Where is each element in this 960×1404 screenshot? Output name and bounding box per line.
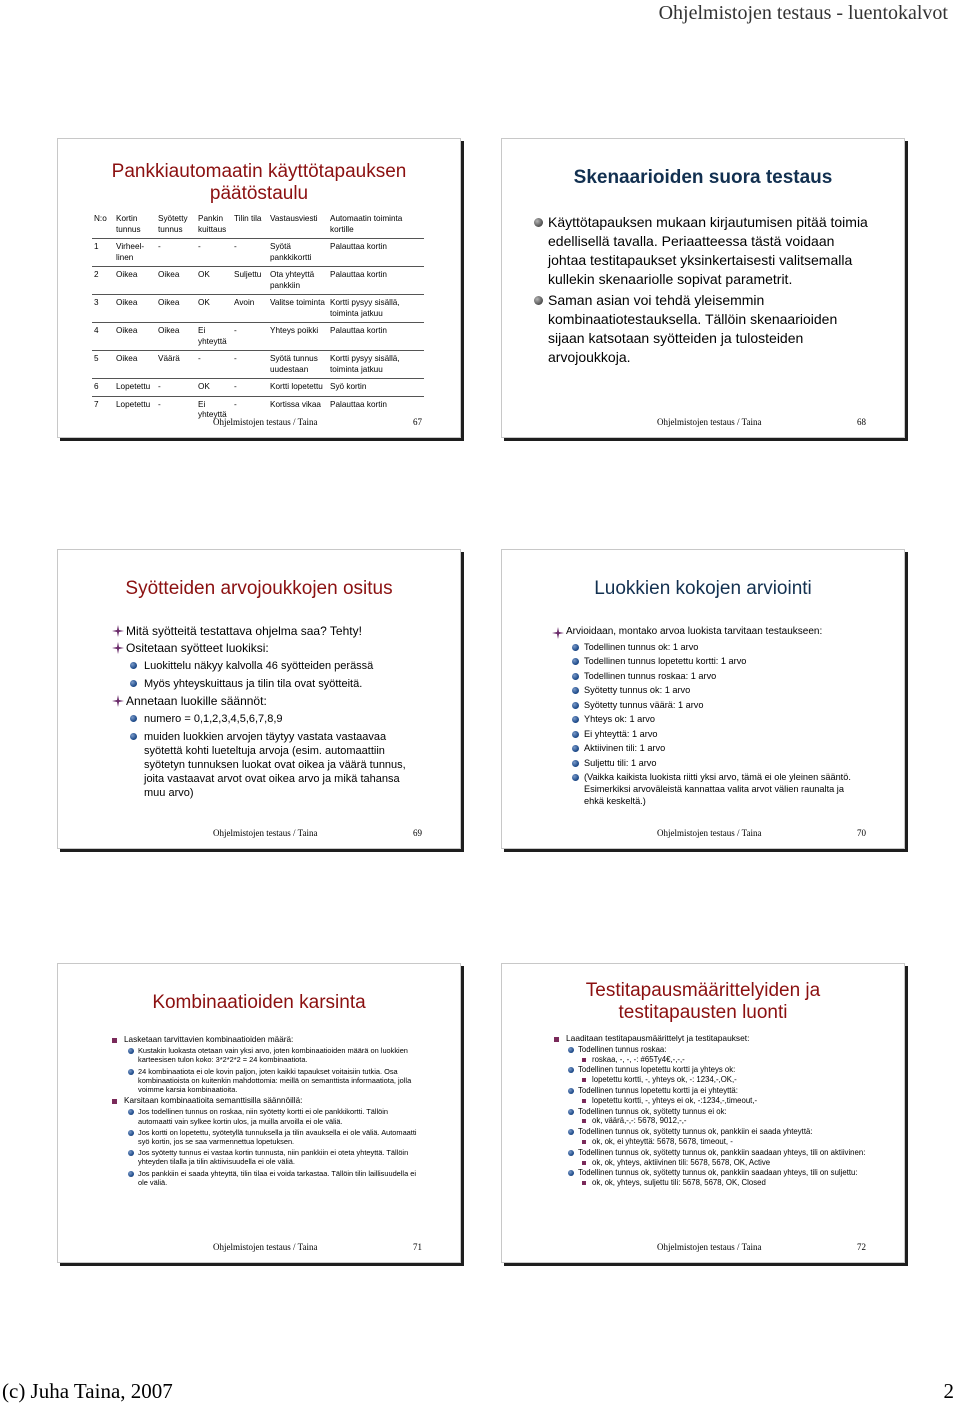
table-header-cell: Automaatin toiminta kortille xyxy=(330,214,403,234)
list-item-text: ok, ok, yhteys, suljettu tili: 5678, 5678, OK, Closed xyxy=(592,1178,766,1188)
bullet-item xyxy=(552,626,862,638)
list-item-text: Todellinen tunnus ok, syötetty tunnus ok, pankkiin saadaan yhteys, tili on aktiivinen: xyxy=(578,1147,866,1157)
table-cell: 6 xyxy=(92,379,114,397)
bullet-icon xyxy=(568,1047,574,1053)
bullet-icon xyxy=(128,1048,134,1054)
table-header-cell: Syötetty tunnus xyxy=(158,214,188,234)
bullet-icon xyxy=(572,760,579,767)
bullet-item xyxy=(534,291,874,367)
bullet-icon xyxy=(128,1171,134,1177)
bullet-text: numero = 0,1,2,3,4,5,6,7,8,9 xyxy=(144,713,283,725)
bullet-icon xyxy=(572,774,579,781)
table-header-cell: Vastausviesti xyxy=(270,214,318,223)
bullet-text: Jos kortti on lopetettu, syötetyllä tunnuksella ja tilin avauksella ei ole väliä. Automaatti syö kortin, jos se saa varmennettua lopetuksen. xyxy=(138,1127,417,1147)
bullet-text: Käyttötapauksen mukaan kirjautumisen pitää toimia edellisellä tavalla. Periaatteessa tästä voidaan johtaa testitapaukset yksinkertaisesti valitsemalla kullekin skenaariolle sopivat parametrit. xyxy=(548,214,868,287)
list-item-text: Todellinen tunnus ok, syötetty tunnus ei ok: xyxy=(578,1106,727,1116)
bullet-text: Kustakin luokasta otetaan vain yksi arvo, joten kombinaatioiden määrä on luokkien karteesisen tulon koko: 3*2*2*2 = 24 kombinaatiota. xyxy=(138,1046,408,1065)
list-item xyxy=(572,757,862,769)
bullet-text: Jos syötetty tunnus ei vastaa kortin tunnusta, niin pankkiin ei oteta yhteyttä. Tällöin yhteyden tilalla ja tilin aktiivisuudella ei ole väliä. xyxy=(138,1148,409,1167)
table-header-row xyxy=(92,211,424,239)
bullet-item xyxy=(112,1035,422,1044)
slide-body xyxy=(554,1034,874,1188)
table-row xyxy=(92,351,424,379)
table-cell: Kortissa vikaa xyxy=(268,396,328,424)
sub-list-item xyxy=(582,1096,874,1106)
table-header-cell: Kortin tunnus xyxy=(116,214,141,234)
bullet-text: Myös yhteyskuittaus ja tilin tila ovat syötteitä. xyxy=(144,678,363,690)
slide-body xyxy=(112,1035,422,1187)
bullet-icon xyxy=(128,1069,134,1075)
sparkle-bullet-icon xyxy=(112,695,124,707)
sub-bullet-item xyxy=(130,659,412,673)
bullet-icon xyxy=(128,1150,134,1156)
bullet-item xyxy=(534,213,874,289)
list-item-text: Syötetty tunnus ok: 1 arvo xyxy=(584,685,691,695)
table-cell: - xyxy=(196,351,232,379)
bullet-text: Saman asian voi tehdä yleisemmin kombinaatiotestauksella. Tällöin skenaarioiden sijaan katsotaan syötteiden ja tulosteiden arvojoukkoja. xyxy=(548,292,838,365)
list-item-text: lopetettu kortti, -, yhteys ok, -: 1234,-,OK,- xyxy=(592,1075,737,1085)
slide-70 xyxy=(501,549,905,849)
list-item xyxy=(572,713,862,725)
square-bullet-icon xyxy=(112,1099,117,1104)
square-bullet-icon xyxy=(582,1161,586,1165)
list-item xyxy=(572,655,862,667)
sub-bullet-item xyxy=(128,1148,422,1166)
page-footer-copyright: (c) Juha Taina, 2007 xyxy=(2,1379,173,1403)
list-item xyxy=(572,742,862,754)
table-cell: Avoin xyxy=(232,295,268,323)
slide-number: 71 xyxy=(413,1242,422,1252)
slide-title: Luokkien kokojen arviointi xyxy=(594,578,812,599)
table-cell: - xyxy=(232,323,268,351)
list-item-text: Todellinen tunnus lopetettu kortti ja ei yhteyttä: xyxy=(578,1085,738,1095)
table-cell: Väärä xyxy=(156,351,196,379)
slide-footer xyxy=(58,1242,460,1254)
sub-list-item xyxy=(582,1116,874,1126)
table-cell: 5 xyxy=(92,351,114,379)
slide-number: 72 xyxy=(857,1242,866,1252)
slide-body xyxy=(552,626,862,807)
list-item-text: Todellinen tunnus lopetettu kortti ja yhteys ok: xyxy=(578,1065,736,1075)
sparkle-bullet-icon xyxy=(112,625,124,637)
bullet-icon xyxy=(130,733,137,740)
slide-72 xyxy=(501,963,905,1263)
square-bullet-icon xyxy=(582,1058,586,1062)
slide-source: Ohjelmistojen testaus / Taina xyxy=(213,828,318,838)
sparkle-bullet-icon xyxy=(112,642,124,654)
table-row xyxy=(92,379,424,397)
bullet-item xyxy=(112,624,412,638)
square-bullet-icon xyxy=(582,1140,586,1144)
slide-title: Syötteiden arvojoukkojen ositus xyxy=(125,578,393,599)
slide-title: Testitapausmäärittelyiden ja testitapausten luonti xyxy=(585,980,821,1023)
list-item-text: Todellinen tunnus ok: 1 arvo xyxy=(584,641,699,652)
slide-source: Ohjelmistojen testaus / Taina xyxy=(657,828,762,838)
list-item xyxy=(572,728,862,740)
table-cell: Palauttaa kortin xyxy=(328,396,424,424)
square-bullet-icon xyxy=(582,1099,586,1103)
list-item-text: Ei yhteyttä: 1 arvo xyxy=(584,728,658,739)
bullet-text: Arvioidaan, montako arvoa luokista tarvitaan testaukseen: xyxy=(566,626,823,637)
bullet-icon xyxy=(572,731,579,738)
bullet-icon xyxy=(572,644,579,651)
slide-68 xyxy=(501,138,905,438)
table-cell: Oikea xyxy=(156,267,196,295)
table-cell: Kortti pysyy sisällä, toiminta jatkuu xyxy=(328,351,424,379)
list-item xyxy=(568,1107,874,1117)
table-cell: Kortti lopetettu xyxy=(268,379,328,397)
table-cell: - xyxy=(232,396,268,424)
table-header-cell: N:o xyxy=(94,214,107,223)
table-cell: Valitse toiminta xyxy=(268,295,328,323)
bullet-icon xyxy=(568,1109,574,1115)
list-item-text: ok, väärä,-,-: 5678, 9012,-,- xyxy=(592,1116,687,1126)
list-item xyxy=(568,1065,874,1075)
bullet-item xyxy=(554,1034,874,1044)
table-cell: Virheel-linen xyxy=(114,239,156,267)
table-cell: 3 xyxy=(92,295,114,323)
table-cell: Syötä pankkikortti xyxy=(268,239,328,267)
bullet-text: Lasketaan tarvittavien kombinaatioiden määrä: xyxy=(124,1035,294,1044)
bullet-text: Jos pankkiin ei saada yhteyttä, tilin tilaa ei voida tarkastaa. Tällöin tilin laillisuudella ei ole väliä. xyxy=(138,1168,416,1187)
bullet-text: Ositetaan syötteet luokiksi: xyxy=(126,641,269,655)
table-cell: 1 xyxy=(92,239,114,267)
list-item-text: Todellinen tunnus roskaa: 1 arvo xyxy=(584,670,717,681)
list-item-text: Todellinen tunnus roskaa: xyxy=(578,1044,667,1054)
slide-number: 67 xyxy=(413,417,422,427)
class-size-list xyxy=(572,641,862,808)
bullet-text: Jos todellinen tunnus on roskaa, niin syötetty kortti ei ole pankkikortti. Tällöin automaatti vain sylkee kortin ulos, ja muilla arvoilla ei ole väliä. xyxy=(138,1107,389,1126)
bullet-icon xyxy=(534,218,543,227)
bullet-icon xyxy=(568,1170,574,1176)
table-cell: Lopetettu xyxy=(114,396,156,424)
slide-footer xyxy=(58,417,460,429)
bullet-text: Luokittelu näkyy kalvolla 46 syötteiden perässä xyxy=(144,660,374,672)
table-cell: Syötä tunnus uudestaan xyxy=(268,351,328,379)
list-item-text: Todellinen tunnus lopetettu kortti: 1 arvo xyxy=(584,656,747,666)
list-item xyxy=(572,641,862,653)
bullet-text: Laaditaan testitapausmäärittelyt ja testitapaukset: xyxy=(566,1033,750,1043)
list-item-text: ok, ok, ei yhteyttä: 5678, 5678, timeout, - xyxy=(592,1136,733,1146)
table-header-cell: Tilin tila xyxy=(234,214,262,223)
table-row xyxy=(92,323,424,351)
table-cell: Palauttaa kortin xyxy=(328,239,424,267)
slide-footer xyxy=(502,1242,904,1254)
list-item-text: Yhteys ok: 1 arvo xyxy=(584,714,655,724)
bullet-icon xyxy=(572,702,579,709)
table-cell: Oikea xyxy=(114,267,156,295)
table-cell: 7 xyxy=(92,396,114,424)
bullet-icon xyxy=(568,1088,574,1094)
slide-body xyxy=(534,213,874,367)
page-header: Ohjelmistojen testaus - luentokalvot xyxy=(658,2,948,24)
bullet-icon xyxy=(130,715,137,722)
sub-bullet-item xyxy=(130,712,412,726)
table-cell: Ei yhteyttä xyxy=(196,396,232,424)
list-item xyxy=(572,699,862,711)
sub-list-item xyxy=(582,1055,874,1065)
slide-source: Ohjelmistojen testaus / Taina xyxy=(213,417,318,427)
bullet-text: Karsitaan kombinaatioita semanttisilla säännöillä: xyxy=(124,1096,303,1106)
bullet-item xyxy=(112,694,412,708)
slide-source: Ohjelmistojen testaus / Taina xyxy=(213,1242,318,1252)
square-bullet-icon xyxy=(112,1038,117,1043)
table-cell: Ei yhteyttä xyxy=(196,323,232,351)
slide-title: Skenaarioiden suora testaus xyxy=(573,167,833,188)
list-item xyxy=(568,1127,874,1137)
list-item xyxy=(568,1086,874,1096)
list-item-text: lopetettu kortti, -, yhteys ei ok, -:1234,-,timeout,- xyxy=(592,1095,758,1105)
square-bullet-icon xyxy=(582,1078,586,1082)
sub-bullet-item xyxy=(130,730,412,800)
table-cell: Palauttaa kortin xyxy=(328,267,424,295)
list-item xyxy=(568,1148,874,1158)
bullet-icon xyxy=(130,662,137,669)
list-item-text: ok, ok, yhteys, aktiivinen tili: 5678, 5678, OK, Active xyxy=(592,1157,771,1167)
page-number: 2 xyxy=(943,1379,954,1403)
bullet-icon xyxy=(128,1130,134,1136)
bullet-text: Annetaan luokille säännöt: xyxy=(126,694,267,708)
bullet-text: 24 kombinaatiota ei ole kovin paljon, joten kaikki tapaukset voitaisiin tutkia. Osa kombinaatioista on kuitenkin mahdottomia: meillä on semanttista informaatiota, jolla voimme karsia kombinaatioita. xyxy=(138,1066,412,1095)
table-cell: - xyxy=(232,379,268,397)
sparkle-bullet-icon xyxy=(552,627,564,639)
table-cell: - xyxy=(196,239,232,267)
bullet-text: muiden luokkien arvojen täytyy vastata vastaavaa syötettä kohti lueteltuja arvoja (esim. automaattiin syötetyn tunnuksen luokat ovat oikea ja väärä tunnus, joita vastaavat arvot ovat oikea arvo ja mikä tahansa muu arvo) xyxy=(144,731,406,799)
list-item xyxy=(568,1045,874,1055)
sub-list-item xyxy=(582,1075,874,1085)
table-cell: Kortti pysyy sisällä, toiminta jatkuu xyxy=(328,295,424,323)
table-cell: - xyxy=(156,396,196,424)
table-cell: Ota yhteyttä pankkiin xyxy=(268,267,328,295)
table-cell: Lopetettu xyxy=(114,379,156,397)
table-cell: 2 xyxy=(92,267,114,295)
sub-bullet-item xyxy=(128,1128,422,1146)
sub-list-item xyxy=(582,1178,874,1188)
list-item-text: roskaa, -, -, -: #65Ty4€,-,-,- xyxy=(592,1054,685,1064)
table-cell: Yhteys poikki xyxy=(268,323,328,351)
bullet-icon xyxy=(568,1067,574,1073)
table-cell: OK xyxy=(196,295,232,323)
table-cell: OK xyxy=(196,379,232,397)
list-item-text: (Vaikka kaikista luokista riitti yksi arvo, tämä ei ole yleinen sääntö. Esimerkiksi arvoväleistä kannattaa valita arvot välien raunalta ja ehkä keskeltä.) xyxy=(584,772,851,806)
bullet-icon xyxy=(568,1129,574,1135)
table-row xyxy=(92,239,424,267)
bullet-icon xyxy=(534,296,543,305)
bullet-icon xyxy=(568,1150,574,1156)
bullet-item xyxy=(112,641,412,655)
list-item-text: Suljettu tili: 1 arvo xyxy=(584,757,657,768)
slide-number: 70 xyxy=(857,828,866,838)
bullet-text: Mitä syötteitä testattava ohjelma saa? Tehty! xyxy=(126,624,362,638)
table-cell: Syö kortin xyxy=(328,379,424,397)
slide-footer xyxy=(58,828,460,840)
table-cell: Oikea xyxy=(114,351,156,379)
slide-source: Ohjelmistojen testaus / Taina xyxy=(657,1242,762,1252)
table-cell: Oikea xyxy=(114,323,156,351)
list-item-text: Aktiivinen tili: 1 arvo xyxy=(584,743,666,753)
bullet-item xyxy=(112,1096,422,1105)
slide-number: 68 xyxy=(857,417,866,427)
slide-69 xyxy=(57,549,461,849)
table-cell: - xyxy=(232,239,268,267)
table-cell: Suljettu xyxy=(232,267,268,295)
test-case-list xyxy=(568,1045,874,1188)
slide-body xyxy=(112,624,412,800)
slide-footer xyxy=(502,417,904,429)
table-cell: Oikea xyxy=(156,323,196,351)
table-cell: OK xyxy=(196,267,232,295)
square-bullet-icon xyxy=(582,1119,586,1123)
bullet-icon xyxy=(130,680,137,687)
bullet-icon xyxy=(572,745,579,752)
slide-footer xyxy=(502,828,904,840)
square-bullet-icon xyxy=(582,1181,586,1185)
bullet-icon xyxy=(572,687,579,694)
sub-bullet-item xyxy=(128,1107,422,1125)
table-cell: - xyxy=(232,351,268,379)
table-cell: Oikea xyxy=(114,295,156,323)
decision-table xyxy=(92,211,424,424)
table-row xyxy=(92,267,424,295)
sub-bullet-item xyxy=(128,1169,422,1187)
slide-71 xyxy=(57,963,461,1263)
table-header-cell: Pankin kuittaus xyxy=(198,214,227,234)
slide-source: Ohjelmistojen testaus / Taina xyxy=(657,417,762,427)
list-item xyxy=(572,670,862,682)
list-item xyxy=(572,684,862,696)
sub-list-item xyxy=(582,1158,874,1168)
list-item-text: Todellinen tunnus ok, syötetty tunnus ok, pankkiin ei saada yhteyttä: xyxy=(578,1127,813,1137)
list-item xyxy=(568,1168,874,1178)
slide-title: Kombinaatioiden karsinta xyxy=(152,992,366,1013)
bullet-icon xyxy=(572,673,579,680)
bullet-icon xyxy=(128,1109,134,1115)
table-row xyxy=(92,295,424,323)
table-cell: - xyxy=(156,239,196,267)
table-cell: 4 xyxy=(92,323,114,351)
table-cell: Oikea xyxy=(156,295,196,323)
sub-bullet-item xyxy=(128,1067,422,1095)
slide-title: Pankkiautomaatin käyttötapauksen päätöstaulu xyxy=(111,161,407,204)
table-cell: Palauttaa kortin xyxy=(328,323,424,351)
sub-list-item xyxy=(582,1137,874,1147)
sub-bullet-item xyxy=(128,1046,422,1064)
sub-bullet-item xyxy=(130,677,412,691)
bullet-icon xyxy=(572,716,579,723)
slide-number: 69 xyxy=(413,828,422,838)
list-item-text: Syötetty tunnus väärä: 1 arvo xyxy=(584,699,704,710)
list-item-text: Todellinen tunnus ok, syötetty tunnus ok, pankkiin saadaan yhteys, tili on suljettu: xyxy=(578,1168,858,1178)
bullet-icon xyxy=(572,658,579,665)
slide-67 xyxy=(57,138,461,438)
list-item xyxy=(572,771,862,807)
square-bullet-icon xyxy=(554,1037,559,1042)
table-cell: - xyxy=(156,379,196,397)
